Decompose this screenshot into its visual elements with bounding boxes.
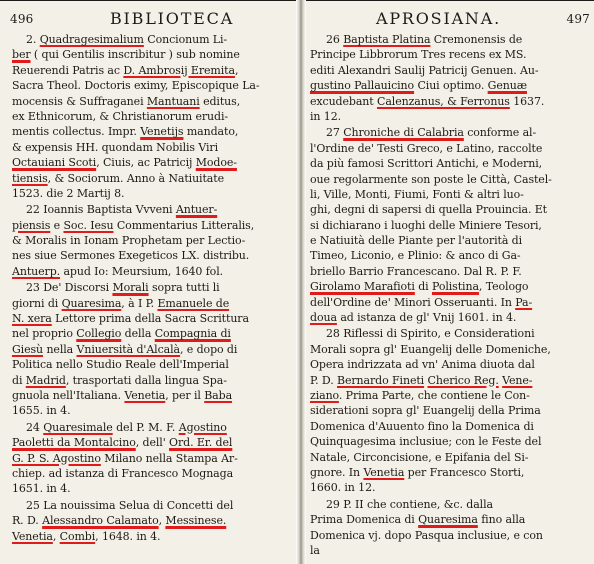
text-line: ex Ethnicorum, & Christianorum erudi- bbox=[12, 109, 229, 123]
text-line: giorni di Quaresima, à I P. Emanuele de bbox=[12, 296, 230, 310]
right-running-head bbox=[306, 8, 594, 30]
red-underline-mark: Madrid bbox=[25, 373, 66, 387]
text-line: N. xera Lettore prima della Sacra Scrittura bbox=[12, 312, 249, 326]
text-line: di Madrid, trasportati dalla lingua Spa- bbox=[12, 373, 227, 387]
red-underline-mark: piensis bbox=[12, 218, 51, 232]
red-underline-mark: Cherico Reg. bbox=[427, 373, 499, 387]
red-underline-mark: N. xera bbox=[12, 312, 52, 326]
red-underline-mark: Morali bbox=[112, 281, 149, 295]
text-line: & Moralis in Ionam Prophetam per Lectio- bbox=[12, 234, 246, 248]
red-underline-mark: Paoletti da Montalcino bbox=[12, 436, 136, 450]
text-line: siderationi sopra gl' Euangelij della Prima bbox=[310, 404, 541, 418]
text-line: Venetia, Combi, 1648. in 4. bbox=[12, 529, 161, 543]
red-underline-mark: Chroniche di Calabria bbox=[343, 126, 464, 140]
red-underline-mark: Venetia bbox=[12, 529, 53, 543]
text-line: in 12. bbox=[310, 109, 341, 123]
red-underline-mark: tiensis bbox=[12, 171, 48, 185]
text-line: Quinquagesima inclusiue; con le Feste del bbox=[310, 435, 542, 449]
red-underline-mark: Polistina bbox=[431, 280, 479, 294]
red-underline-mark: Baptista Platina bbox=[343, 33, 431, 46]
text-line: 1651. in 4. bbox=[12, 482, 71, 496]
text-line: dell'Ordine de' Minori Osseruanti. In Pa- bbox=[310, 295, 533, 309]
red-underline-mark: Mantuani bbox=[146, 94, 200, 108]
catalogue-entry bbox=[306, 32, 594, 124]
page-number: 496 bbox=[10, 12, 34, 26]
red-underline-mark: Venetia bbox=[363, 465, 405, 479]
text-line: 2. Quadragesimalium Concionum Li- bbox=[26, 33, 228, 46]
red-underline-mark: G. P. S. Agostino bbox=[12, 451, 101, 465]
red-underline-mark: Antuer- bbox=[175, 203, 218, 217]
red-underline-mark: gustino Pallauicino bbox=[310, 79, 415, 93]
text-line: 26 Baptista Platina Cremonensis de bbox=[326, 33, 523, 46]
red-underline-mark: Messinese. bbox=[165, 514, 227, 528]
red-underline-mark: Octauiani Scoti bbox=[12, 156, 97, 170]
text-line: chiep. ad istanza di Francesco Mognaga bbox=[12, 466, 234, 480]
text-line: gustino Pallauicino Ciui optimo. Genuæ bbox=[310, 79, 527, 93]
red-underline-mark: Bernardo Fineti bbox=[337, 373, 425, 387]
page-number: 497 bbox=[566, 12, 590, 26]
red-underline-mark: Compagnia di bbox=[154, 327, 231, 341]
right-entries bbox=[306, 32, 594, 558]
red-underline-mark: Pa- bbox=[515, 295, 533, 309]
text-line: Girolamo Marafioti di Polistina, Teologo bbox=[310, 280, 529, 294]
catalogue-entry bbox=[306, 326, 594, 495]
text-line: P. D. Bernardo Fineti Cherico Reg. Vene- bbox=[310, 373, 533, 387]
text-line: l'Ordine de' Testi Greco, e Latino, raccolte bbox=[310, 141, 543, 155]
red-underline-mark: Quaresima bbox=[418, 513, 478, 527]
text-line: Octauiani Scoti, Ciuis, ac Patricij Modoe- bbox=[12, 156, 237, 170]
text-line: Antuerp. apud Io: Meursium, 1640 fol. bbox=[12, 264, 224, 278]
text-line: 25 La nouissima Selua di Concetti del bbox=[26, 498, 234, 512]
text-line: excudebant Calenzanus, & Ferronus 1637. bbox=[310, 94, 545, 108]
red-underline-mark: Quaresimale bbox=[43, 420, 113, 434]
red-underline-mark: doua bbox=[310, 311, 337, 325]
text-line: Prima Domenica di Quaresima fino alla bbox=[310, 513, 526, 527]
red-underline-mark: Vene- bbox=[502, 373, 533, 387]
text-line: 22 Ioannis Baptista Vvveni Antuer- bbox=[26, 203, 218, 217]
red-underline-mark: Antuerp. bbox=[12, 264, 61, 278]
text-line: 29 P. II che contiene, &c. dalla bbox=[326, 497, 493, 511]
running-title: BIBLIOTECA bbox=[110, 9, 235, 28]
text-line: G. P. S. Agostino Milano nella Stampa Ar- bbox=[12, 451, 238, 465]
text-line: 1523. die 2 Martij 8. bbox=[12, 186, 125, 200]
red-underline-mark: Giesù bbox=[12, 342, 44, 356]
text-line: Principe Libbrorum Tres recens ex MS. bbox=[310, 48, 527, 62]
red-underline-mark: Venetia bbox=[124, 388, 166, 402]
red-underline-mark: Modoe- bbox=[195, 156, 237, 170]
text-line: ber ( qui Gentilis inscribitur ) sub nomine bbox=[12, 48, 240, 62]
left-running-head bbox=[0, 8, 296, 30]
text-line: nes siue Sermones Exegeticos LX. distribu. bbox=[12, 249, 250, 263]
text-line: & expensis HH. quondam Nobilis Viri bbox=[12, 140, 219, 154]
red-underline-mark: Soc. Iesu bbox=[63, 218, 114, 232]
text-line: Domenica d'Auuento fino la Domenica di bbox=[310, 419, 534, 433]
text-line: Giesù nella Vniuersità d'Alcalà, e dopo di bbox=[12, 342, 238, 356]
catalogue-entry bbox=[0, 202, 296, 279]
text-line: 1655. in 4. bbox=[12, 404, 71, 418]
catalogue-entry bbox=[0, 498, 296, 544]
text-line: briello Barrio Francescano. Dal R. P. F. bbox=[310, 264, 522, 278]
text-line: Opera indrizzata ad vn' Anima diuota dal bbox=[310, 358, 535, 372]
book-gutter bbox=[296, 0, 306, 564]
red-underline-mark: Combi bbox=[59, 529, 96, 543]
red-underline-mark: Genuæ bbox=[487, 79, 527, 93]
red-underline-mark: Emanuele de bbox=[157, 296, 230, 310]
text-line: R. D. Alessandro Calamato, Messinese. bbox=[12, 514, 227, 528]
catalogue-entry bbox=[0, 280, 296, 419]
text-line: editi Alexandri Saulij Patricij Genuen. Au- bbox=[310, 63, 539, 77]
text-line: Politica nello Studio Reale dell'Imperial bbox=[12, 358, 229, 372]
text-line: nel proprio Collegio della Compagnia di bbox=[12, 327, 231, 341]
red-underline-mark: Agostino bbox=[178, 420, 227, 434]
text-line: 24 Quaresimale del P. M. F. Agostino bbox=[26, 420, 227, 434]
text-line: si dichiarano i luoghi delle Miniere Tesori, bbox=[310, 218, 542, 232]
running-title: APROSIANA. bbox=[376, 9, 501, 28]
text-line: la bbox=[310, 543, 320, 557]
left-page bbox=[0, 8, 296, 564]
red-underline-mark: Calenzanus, & Ferronus bbox=[377, 94, 510, 108]
text-line: da più famosi Scrittori Antichi, e Moderni, bbox=[310, 157, 543, 171]
catalogue-entry bbox=[0, 420, 296, 497]
catalogue-entry bbox=[306, 497, 594, 559]
red-underline-mark: Baba bbox=[204, 388, 233, 402]
red-underline-mark: ziano bbox=[310, 388, 339, 402]
right-page bbox=[306, 8, 594, 564]
red-underline-mark: Girolamo Marafioti bbox=[310, 280, 415, 294]
red-underline-mark: Vniuersità d'Alcalà bbox=[76, 342, 180, 356]
catalogue-entry bbox=[0, 32, 296, 201]
text-line: 27 Chroniche di Calabria conforme al- bbox=[326, 126, 537, 140]
text-line: Reuerendi Patris ac D. Ambrosij Eremita, bbox=[12, 63, 239, 77]
text-line: Domenica vj. dopo Pasqua inclusiue, e con bbox=[310, 528, 543, 542]
red-underline-mark: Ord. Er. del bbox=[169, 436, 233, 450]
red-underline-mark: Collegio bbox=[76, 327, 122, 341]
text-line: gnuola nell'Italiana. Venetia, per il Baba bbox=[12, 388, 233, 402]
text-line: e Natiuità delle Piante per l'autorità di bbox=[310, 234, 523, 248]
red-underline-mark: Quaresima bbox=[61, 296, 122, 310]
text-line: oue regolarmente son poste le Città, Castel- bbox=[310, 172, 552, 186]
text-line: ghi, degni di sapersi di quella Prouincia. Et bbox=[310, 203, 547, 217]
text-line: Paoletti da Montalcino, dell' Ord. Er. del bbox=[12, 436, 233, 450]
red-underline-mark: D. Ambrosij Eremita bbox=[123, 63, 235, 77]
red-underline-mark: Quadragesimalium bbox=[39, 33, 144, 46]
text-line: mentis collectus. Impr. Venetijs mandato, bbox=[12, 125, 239, 139]
text-line: Natale, Circoncisione, e Epifania del Si- bbox=[310, 450, 529, 464]
text-line: Sacra Theol. Doctoris eximy, Episcopique La- bbox=[12, 79, 260, 93]
text-line: 23 De' Discorsi Morali sopra tutti li bbox=[26, 281, 220, 295]
text-line: li, Ville, Monti, Fiumi, Fonti & altri luo- bbox=[310, 187, 524, 201]
text-line: tiensis, & Sociorum. Anno à Natiuitate bbox=[12, 171, 224, 185]
text-line: 1660. in 12. bbox=[310, 481, 376, 495]
left-entries bbox=[0, 32, 296, 544]
text-line: mocensis & Suffraganei Mantuani editus, bbox=[12, 94, 241, 108]
catalogue-entry bbox=[306, 125, 594, 325]
red-underline-mark: Alessandro Calamato bbox=[42, 514, 159, 528]
text-line: Timeo, Liconio, e Plinio: & anco di Ga- bbox=[310, 249, 521, 263]
text-line: 28 Riflessi di Spirito, e Considerationi bbox=[326, 327, 535, 341]
text-line: gnore. In Venetia per Francesco Storti, bbox=[310, 465, 525, 479]
red-underline-mark: Venetijs bbox=[140, 125, 184, 139]
text-line: doua ad istanza de gl' Vnij 1601. in 4. bbox=[310, 311, 517, 325]
red-underline-mark: ber bbox=[12, 48, 31, 62]
text-line: ziano. Prima Parte, che contiene le Con- bbox=[310, 388, 530, 402]
text-line: piensis e Soc. Iesu Commentarius Litteralis, bbox=[12, 218, 255, 232]
text-line: Morali sopra gl' Euangelij delle Domeniche, bbox=[310, 342, 551, 356]
